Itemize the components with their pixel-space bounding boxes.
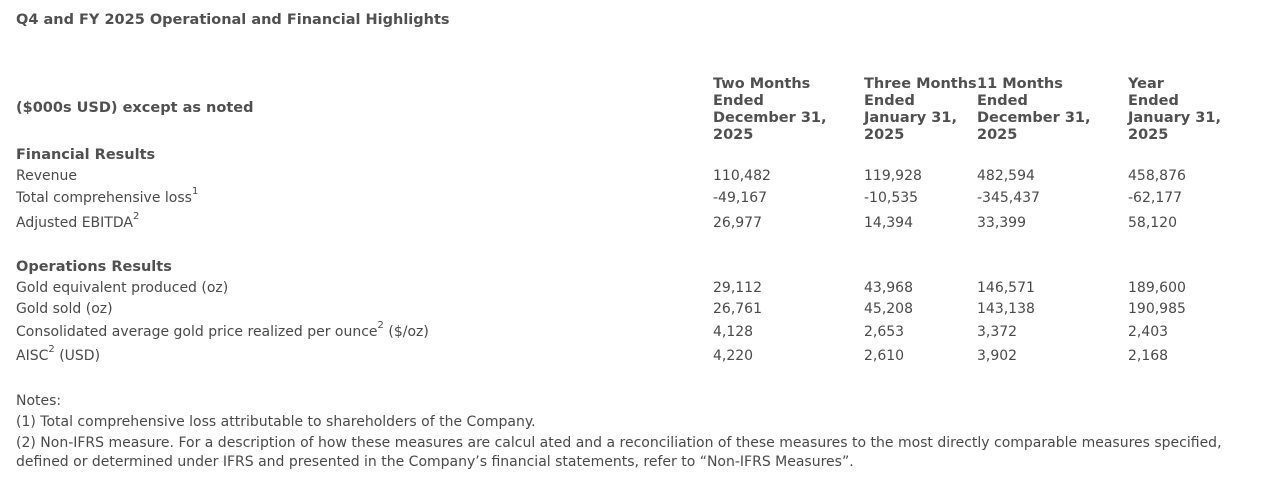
row-label: AISC$^2$ (USD)	[16, 344, 101, 364]
table-row-aisc	[0, 344, 1269, 370]
footnote-ref: 2	[377, 320, 384, 331]
cell-value: 43,968	[864, 280, 913, 296]
section-heading-financial: Financial Results	[16, 147, 156, 163]
cell-value: 146,571	[977, 280, 1035, 296]
table-row-revenue	[0, 168, 1269, 190]
cell-value: 2,653	[864, 324, 905, 340]
column-header-two-months: Two Months Ended December 31, 2025	[713, 76, 827, 143]
cell-value: 110,482	[713, 168, 771, 184]
footnote-ref: 1	[191, 186, 199, 197]
cell-value: -10,535	[864, 190, 919, 206]
column-header-three-months: Three Months Ended January 31, 2025	[864, 76, 977, 143]
column-header-eleven-months: 11 Months Ended December 31, 2025	[977, 76, 1091, 143]
cell-value: -49,167	[713, 190, 768, 206]
table-row-total-comprehensive-loss	[0, 186, 1269, 212]
notes-heading: Notes:	[16, 393, 62, 409]
cell-value: 2,403	[1128, 324, 1169, 340]
cell-value: 45,208	[864, 301, 913, 317]
table-row-average-gold-price	[0, 320, 1269, 346]
cell-value: 26,761	[713, 301, 762, 317]
row-label: Gold sold (oz)	[16, 301, 113, 317]
column-header-year: Year Ended January 31, 2025	[1128, 76, 1221, 143]
cell-value: 4,220	[713, 348, 754, 364]
cell-value: 26,977	[713, 215, 762, 231]
cell-value: 29,112	[713, 280, 762, 296]
cell-value: 143,138	[977, 301, 1035, 317]
section-heading-operations: Operations Results	[16, 259, 172, 275]
table-row-adjusted-ebitda	[0, 211, 1269, 237]
cell-value: 3,902	[977, 348, 1018, 364]
row-label: Gold equivalent produced (oz)	[16, 280, 229, 296]
cell-value: 2,168	[1128, 348, 1169, 364]
cell-value: -345,437	[977, 190, 1040, 206]
cell-value: -62,177	[1128, 190, 1183, 206]
cell-value: 190,985	[1128, 301, 1186, 317]
page-title: Q4 and FY 2025 Operational and Financial Highlights	[16, 12, 450, 28]
cell-value: 458,876	[1128, 168, 1186, 184]
cell-value: 33,399	[977, 215, 1026, 231]
cell-value: 482,594	[977, 168, 1035, 184]
row-label: Consolidated average gold price realized per ounce$^2$ ($/oz)	[16, 320, 429, 340]
row-label: Total comprehensive loss$^1$	[16, 186, 199, 206]
row-label: Revenue	[16, 168, 77, 184]
cell-value: 3,372	[977, 324, 1018, 340]
note-1: (1) Total comprehensive loss attributable to shareholders of the Company.	[16, 414, 536, 430]
note-2: (2) Non-IFRS measure. For a description of how these measures are calcul ated and a reconciliation of these measures to the most directly comparable measures specified, defined or determined under IFRS and presented in the Company’s financial statements, refer to “Non-IFRS Measures”.	[16, 435, 1222, 470]
footnote-ref: 2	[48, 344, 55, 355]
cell-value: 189,600	[1128, 280, 1186, 296]
table-row-gold-sold	[0, 301, 1269, 323]
cell-value: 14,394	[864, 215, 913, 231]
cell-value: 2,610	[864, 348, 905, 364]
units-label: ($000s USD) except as noted	[16, 100, 254, 116]
cell-value: 119,928	[864, 168, 922, 184]
row-label: Adjusted EBITDA$^2$	[16, 211, 140, 231]
cell-value: 58,120	[1128, 215, 1177, 231]
notes-section	[16, 392, 1256, 474]
table-row-gold-equivalent-produced	[0, 280, 1269, 302]
footnote-ref: 2	[132, 211, 140, 222]
cell-value: 4,128	[713, 324, 754, 340]
